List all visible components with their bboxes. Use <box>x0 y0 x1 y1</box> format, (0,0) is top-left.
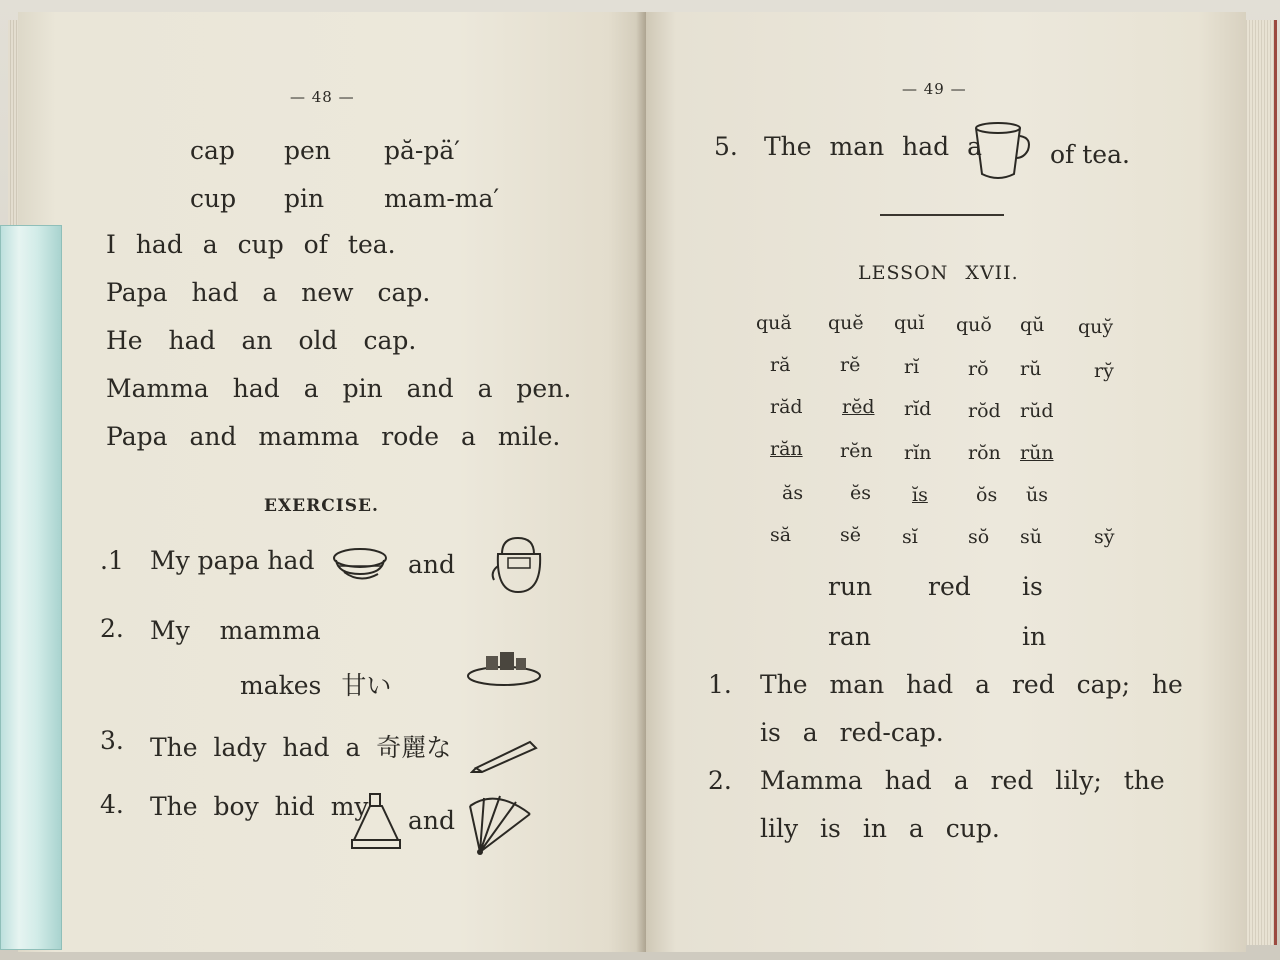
cap-picture <box>330 544 392 588</box>
word-run: run <box>828 572 873 601</box>
syllable: quă <box>756 312 792 334</box>
word-is: is <box>1022 572 1043 601</box>
syllable: qŭ <box>1020 314 1045 336</box>
syllable: rŭ <box>1020 358 1042 380</box>
syllable: rŭd <box>1020 400 1054 422</box>
sentence-1-number: 1. <box>708 670 732 699</box>
item-5-tail: of tea. <box>1050 140 1130 169</box>
exercise-2-text: My mamma <box>150 616 321 645</box>
exercise-4-text: The boy hid my <box>150 792 369 821</box>
syllable: rŏd <box>968 400 1001 422</box>
fan-picture <box>466 792 536 858</box>
syllable: quĕ <box>828 312 864 334</box>
syllable: rŏ <box>968 358 989 380</box>
cup-picture <box>972 118 1034 184</box>
item-5-number: 5. <box>714 132 738 161</box>
pencil-picture <box>470 734 540 774</box>
syllable: quŏ <box>956 314 992 336</box>
sentence-2-line-1: Mamma had a red lily; the <box>760 766 1165 795</box>
exercise-2-number: 2. <box>100 614 124 643</box>
syllable: rŭn <box>1020 442 1054 464</box>
syllable: sŭ <box>1020 526 1042 548</box>
reading-line-4: Mamma had a pin and a pen. <box>106 374 572 403</box>
syllable: sy̆ <box>1094 526 1115 548</box>
word-cup: cup <box>190 184 237 213</box>
reading-line-3: He had an old cap. <box>106 326 417 355</box>
left-page <box>18 12 646 952</box>
syllable: rĕn <box>840 440 873 462</box>
exercise-3-number: 3. <box>100 726 124 755</box>
word-cap: cap <box>190 136 235 165</box>
exercise-4-number: 4. <box>100 790 124 819</box>
exercise-4-tail: and <box>408 806 456 835</box>
word-mamma: mam-ma′ <box>384 184 500 213</box>
word-ran: ran <box>828 622 871 651</box>
syllable: quy̆ <box>1078 316 1114 338</box>
lesson-title: LESSON XVII. <box>858 262 1019 284</box>
exercise-heading: EXERCISE. <box>264 496 379 516</box>
syllable: ră <box>770 354 791 376</box>
word-pen: pen <box>284 136 331 165</box>
section-divider <box>880 214 1004 216</box>
word-in: in <box>1022 622 1047 651</box>
syllable: rĕd <box>842 396 875 418</box>
reading-line-1: I had a cup of tea. <box>106 230 396 259</box>
right-page-edges <box>1244 20 1277 945</box>
reading-line-2: Papa had a new cap. <box>106 278 431 307</box>
right-page <box>646 12 1246 952</box>
exercise-3-text: The lady had a 奇麗な <box>150 733 452 762</box>
right-page-number: — 49 — <box>902 80 967 98</box>
syllable: sĭ <box>902 526 918 548</box>
exercise-1-text: My papa had <box>150 546 315 575</box>
syllable: ĕs <box>850 482 871 504</box>
syllable: ŭs <box>1026 484 1048 506</box>
syllable: ăs <box>782 482 804 504</box>
syllable: rŏn <box>968 442 1001 464</box>
word-papa: pă-pä′ <box>384 136 460 165</box>
syllable: rĕ <box>840 354 861 376</box>
word-pin: pin <box>284 184 325 213</box>
sentence-2-line-2: lily is in a cup. <box>760 814 1000 843</box>
syllable: sŏ <box>968 526 990 548</box>
cake-plate-picture <box>464 642 544 692</box>
exercise-1-number: .1 <box>100 546 124 575</box>
syllable: răd <box>770 396 803 418</box>
syllable: rĭ <box>904 356 920 378</box>
item-5-text: The man had a <box>764 132 983 161</box>
word-red: red <box>928 572 971 601</box>
exercise-1-tail: and <box>408 550 456 579</box>
syllable: rĭd <box>904 398 932 420</box>
exercise-2-text-cont: makes 甘い <box>240 671 392 700</box>
teapot-picture <box>488 532 548 596</box>
bottle-picture <box>348 790 404 852</box>
left-page-number: — 48 — <box>290 88 355 106</box>
sentence-1-line-1: The man had a red cap; he <box>760 670 1183 699</box>
syllable: ry̆ <box>1094 360 1114 382</box>
syllable: ĭs <box>912 484 928 506</box>
syllable: ŏs <box>976 484 998 506</box>
sentence-2-number: 2. <box>708 766 732 795</box>
open-book <box>8 12 1276 952</box>
syllable: rĭn <box>904 442 932 464</box>
syllable: sĕ <box>840 524 861 546</box>
syllable: răn <box>770 438 803 460</box>
sentence-1-line-2: is a red-cap. <box>760 718 944 747</box>
reading-line-5: Papa and mamma rode a mile. <box>106 422 561 451</box>
syllable: quĭ <box>894 312 925 334</box>
glass-page-weight <box>0 225 62 950</box>
syllable: să <box>770 524 792 546</box>
